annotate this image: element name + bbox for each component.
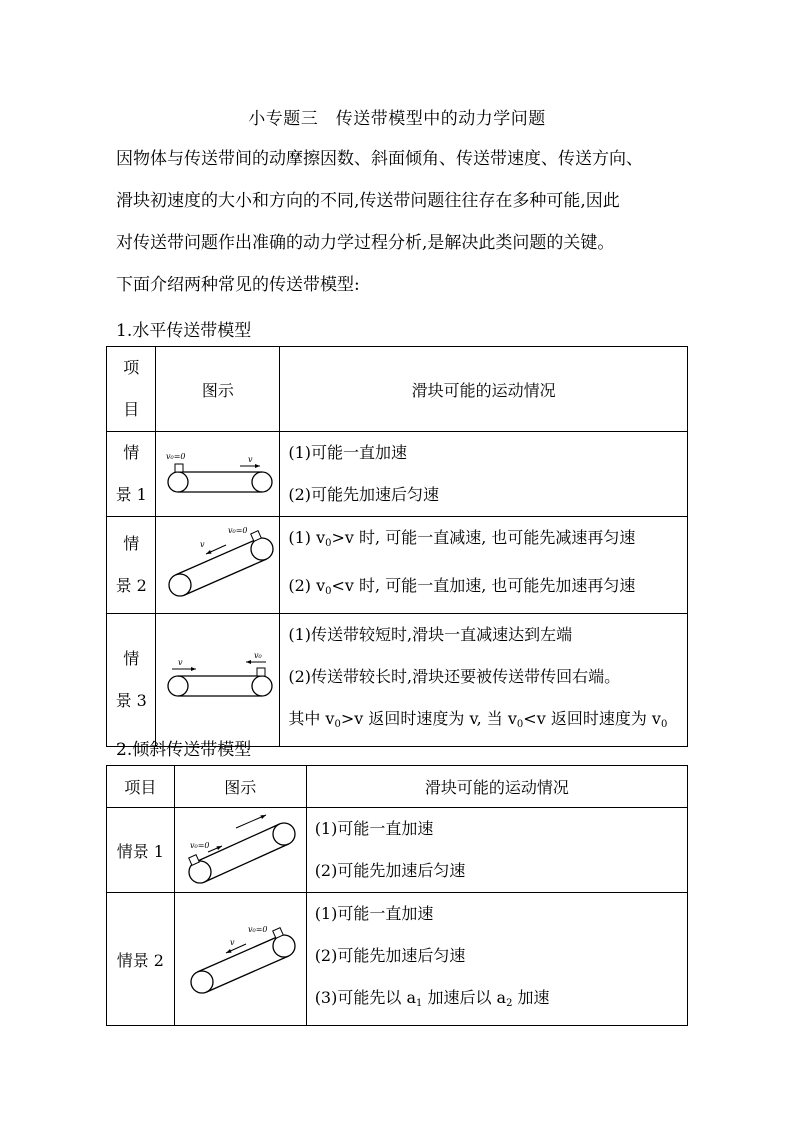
table-row [107,432,688,517]
row-label: 情 景 3 [107,614,156,747]
row-label: 情景 1 [107,808,175,893]
table-row [107,808,688,893]
section-heading-inclined: 2.倾斜传送带模型 [116,740,252,760]
intro-paragraph [116,138,696,306]
svg-text:v₀=0: v₀=0 [165,452,186,461]
figure-cell [174,808,306,893]
motion-cell: (1)可能一直加速 (2)可能先加速后匀速 [280,432,688,517]
svg-text:v₀=0: v₀=0 [190,841,210,850]
horizontal-belt-diagram [158,648,278,708]
inclined-belt-table [106,765,688,1026]
table-row [107,893,688,1026]
motion-cell: (1)可能一直加速 (2)可能先加速后匀速 [306,808,687,893]
horizontal-belt-diagram [158,442,278,502]
figure-cell [174,893,306,1026]
motion-cell: (1) $v_0>v$ 时, 可能一直减速, 也可能先减速再匀速 (2) $v_0<v$ 时, 可能一直加速, 也可能先加速再匀速 [280,517,688,614]
header-figure: 图示 [174,766,306,808]
table-row [107,517,688,614]
horizontal-belt-table [106,346,688,747]
header-item: 项目 [107,766,175,808]
figure-cell [156,614,280,747]
intro-line: 下面介绍两种常见的传送带模型: [116,275,360,295]
svg-text:v₀=0: v₀=0 [227,526,248,535]
inclined-belt-diagram [178,808,302,888]
svg-text:v₀=0: v₀=0 [248,925,268,934]
inclined-belt-diagram [158,523,278,603]
svg-text:v₀: v₀ [253,651,262,660]
svg-text:v: v [247,455,253,464]
row-label: 情 景 1 [107,432,156,517]
intro-line: 对传送带问题作出准确的动力学过程分析,是解决此类问题的关键。 [116,233,615,253]
svg-text:v: v [177,658,183,667]
figure-cell [156,432,280,517]
header-figure: 图示 [156,347,280,432]
intro-line: 因物体与传送带间的动摩擦因数、斜面倾角、传送带速度、传送方向、 [116,149,643,169]
table-header-row [107,347,688,432]
svg-text:v: v [230,938,235,947]
row-label: 情 景 2 [107,517,156,614]
table-row [107,614,688,747]
table-header-row [107,766,688,808]
row-label: 情景 2 [107,893,175,1026]
intro-line: 滑块初速度的大小和方向的不同,传送带问题往往存在多种可能,因此 [116,191,620,211]
page-title: 小专题三 传送带模型中的动力学问题 [248,109,546,129]
motion-cell: (1)可能一直加速 (2)可能先加速后匀速 (3)可能先以 $a_1$ 加速后以 $a_2$ 加速 [306,893,687,1026]
svg-text:v: v [199,540,205,549]
section-heading-horizontal: 1.水平传送带模型 [116,321,252,341]
header-item: 项 目 [107,347,156,432]
header-motion: 滑块可能的运动情况 [280,347,688,432]
inclined-belt-diagram [178,912,302,1002]
motion-cell: (1)传送带较短时,滑块一直减速达到左端 (2)传送带较长时,滑块还要被传送带传回右端。 其中 $v_0>v$ 返回时速度为 v, 当 $v_0<v$ 返回时速度为 $v_0$ [280,614,688,747]
header-motion: 滑块可能的运动情况 [306,766,687,808]
figure-cell [156,517,280,614]
